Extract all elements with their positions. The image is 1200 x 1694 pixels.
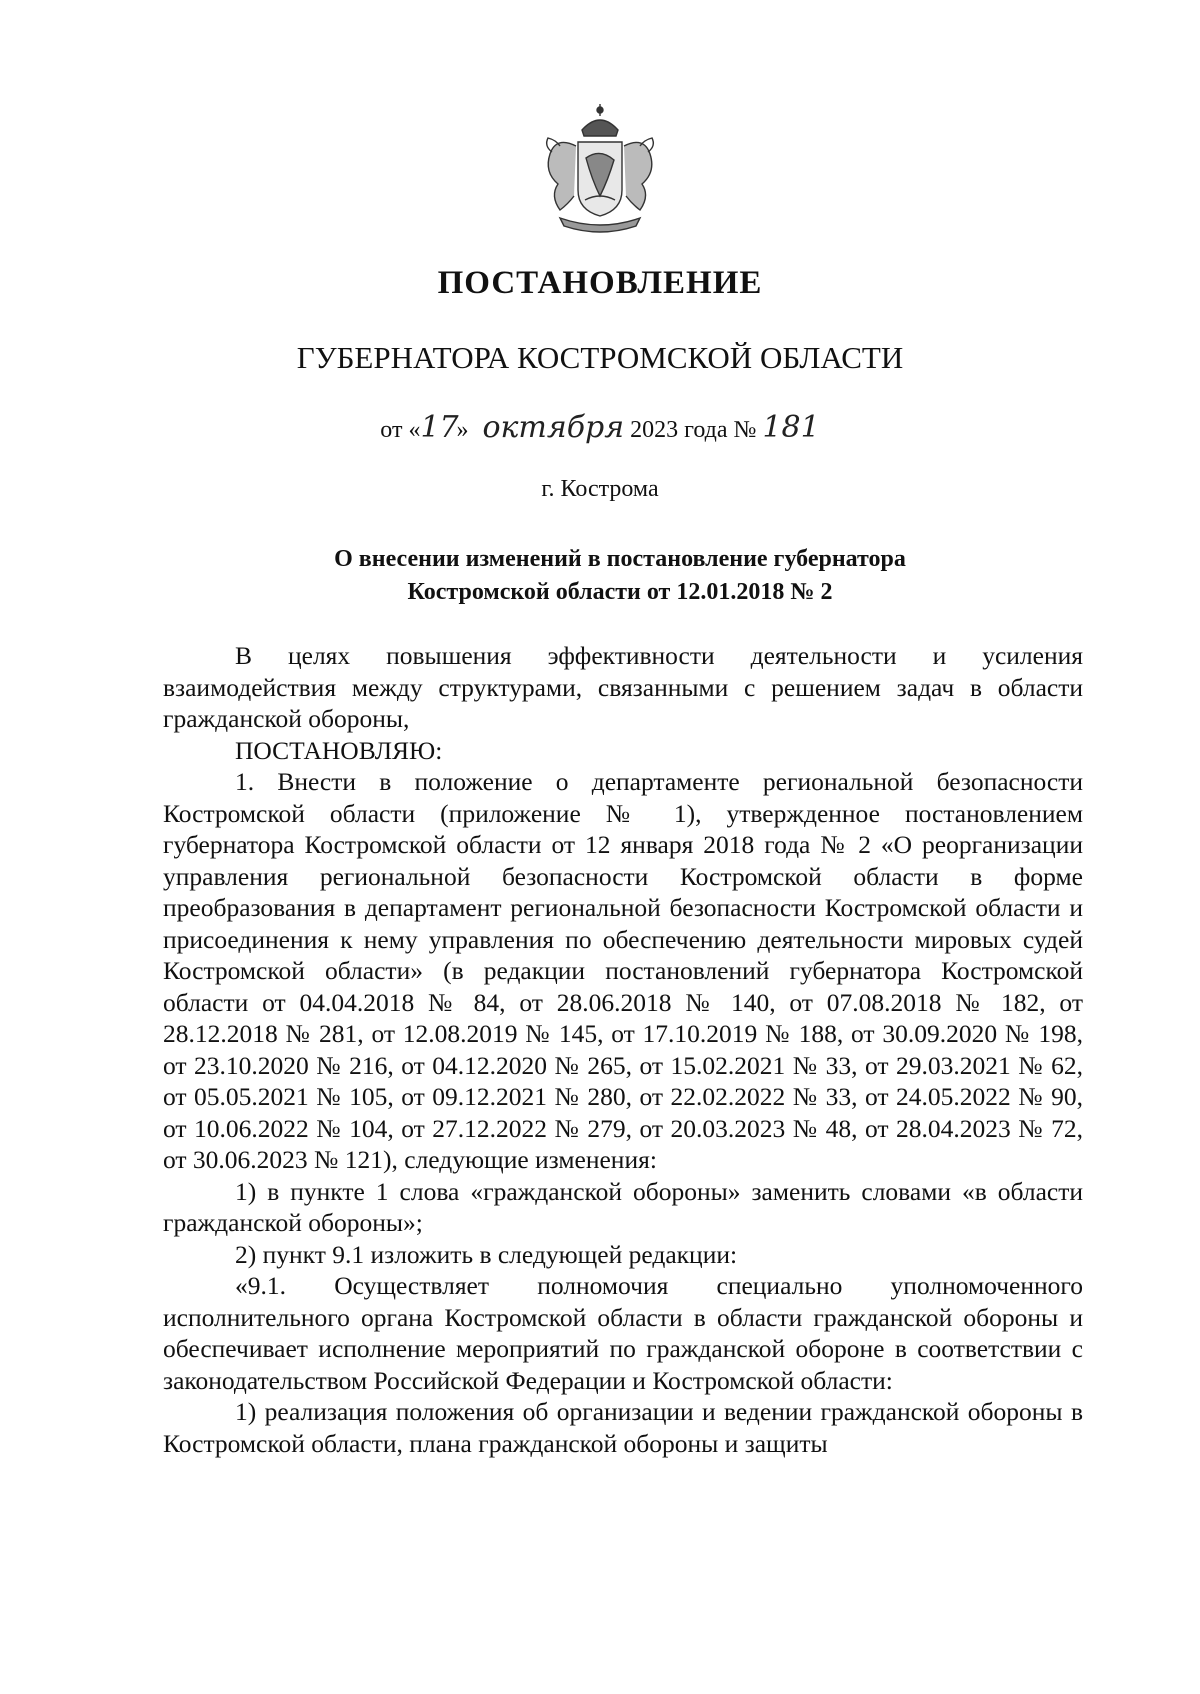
issuer-line: ГУБЕРНАТОРА КОСТРОМСКОЙ ОБЛАСТИ [296,340,904,375]
document-body [163,640,1083,1459]
date-year: 2023 года № [630,417,757,443]
document-heading [0,543,1200,609]
date-line [0,410,1200,445]
paragraph-9-1: «9.1. Осуществляет полномочия специально уполномоченного исполнительного органа Костромской области в области гражданской обороны и обеспечивает исполнение мероприятий по гражданской обороне в соответствии с законодательством Российской Федерации и Костромской области: [163,1271,1083,1395]
heading-line-2: Костромской области от 12.01.2018 № 2 [407,579,833,605]
paragraph-subitem-1: 1) в пункте 1 слова «гражданской обороны» заменить словами «в области гражданской обороны»; [163,1176,1083,1237]
document-title: ПОСТАНОВЛЕНИЕ [437,265,763,301]
heading-line-1: О внесении изменений в постановление губернатора [334,546,906,572]
handwritten-month: октября [482,410,625,445]
handwritten-day: 17 [420,410,459,445]
paragraph-item-1: 1. Внести в положение о департаменте региональной безопасности Костромской области (приложение № 1), утвержденное постановлением губернатора Костромской области от 12 января 2018 года № 2 «О реорганизации управления региональной безопасности Костромской области в форме преобразования в департамент региональной безопасности Костромской области и присоединения к нему управления по обеспечению деятельности мировых судей Костромской области» (в редакции постановлений губернатора Костромской области от 04.04.2018 № 84, от 28.06.2018 № 140, от 07.08.2018 № 182, от 28.12.2018 № 281, от 12.08.2019 № 145, от 17.10.2019 № 188, от 30.09.2020 № 198, от 23.10.2020 № 216, от 04.12.2020 № 265, от 15.02.2021 № 33, от 29.03.2021 № 62, от 05.05.2021 № 105, от 09.12.2021 № 280, от 22.02.2022 № 33, от 24.05.2022 № 90, от 10.06.2022 № 104, от 27.12.2022 № 279, от 20.03.2023 № 48, от 28.04.2023 № 72, от 30.06.2023 № 121), следующие изменения: [163,767,1083,1174]
paragraph-preamble: В целях повышения эффективности деятельности и усиления взаимодействия между структурами, связанными с решением задач в области гражданской обороны, [163,641,1083,733]
date-prefix: от « [380,417,421,443]
city-line: г. Кострома [541,476,659,502]
date-mid: » [456,417,469,443]
coat-of-arms-icon [530,100,670,240]
handwritten-number: 181 [762,410,820,445]
paragraph-decree: ПОСТАНОВЛЯЮ: [235,735,443,765]
paragraph-subitem-2: 2) пункт 9.1 изложить в следующей редакции: [235,1239,738,1269]
paragraph-9-1-item-1: 1) реализация положения об организации и ведении гражданской обороны в Костромской области, плана гражданской обороны и защиты [163,1397,1083,1458]
